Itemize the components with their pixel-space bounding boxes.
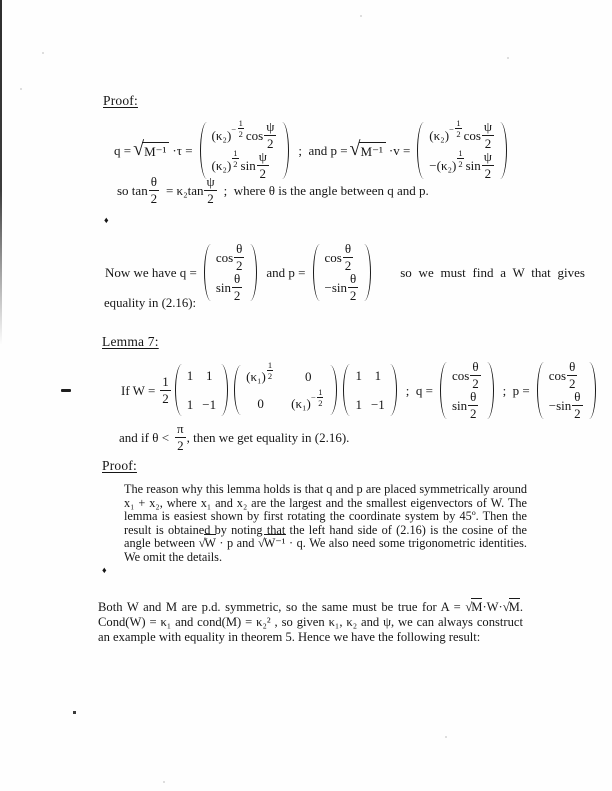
radicand: M <box>471 600 483 614</box>
scan-speck <box>360 15 362 17</box>
scan-speck <box>507 57 509 59</box>
fraction <box>267 361 273 381</box>
numerator: θ <box>472 358 479 374</box>
left-paren <box>204 244 211 301</box>
denominator: 2 <box>458 159 463 170</box>
math-token: cos <box>463 127 481 143</box>
fraction <box>348 272 358 302</box>
vector-entry <box>548 358 579 391</box>
fraction <box>572 390 582 420</box>
scan-edge-artifact <box>0 0 2 345</box>
right-paren <box>250 244 257 301</box>
vector-entries <box>545 358 588 421</box>
math-token: so tan <box>117 183 148 198</box>
matrix-cell: 1 <box>205 368 213 383</box>
fraction <box>567 360 577 390</box>
right-paren <box>589 362 596 419</box>
math-token: ·v = <box>388 142 411 158</box>
math-token: − <box>202 397 210 412</box>
numerator: 1 <box>318 386 323 397</box>
numerator: 1 <box>458 148 463 159</box>
denominator: 2 <box>484 135 492 151</box>
text-run: so we must find a W that gives <box>400 264 585 280</box>
scan-speck <box>163 781 165 783</box>
math-token: = κ₂tan <box>165 183 204 198</box>
math-token: (κ₂) <box>429 127 450 143</box>
numerator: θ <box>569 358 576 374</box>
text-run: . Cond(W) = κ₁ and cond(M) = κ₂² , so given κ₁, κ₂ and ψ, we can always construct an example with equality in theorem 5. Hence we have the following result: <box>98 600 523 645</box>
now-we-have-line <box>105 241 585 303</box>
numerator: θ <box>150 174 157 190</box>
denominator: 2 <box>318 397 323 408</box>
numerator: π <box>177 420 184 436</box>
radicand: M⁻¹ <box>359 142 386 158</box>
sqrt-M-inverse <box>133 138 169 160</box>
text-run: Now we have q = <box>105 264 197 280</box>
matrix-cells <box>183 364 220 416</box>
exponent <box>456 149 464 169</box>
closing-paragraph <box>98 600 523 646</box>
numerator: θ <box>233 270 241 286</box>
vector-entry <box>215 240 246 273</box>
fraction <box>175 422 186 452</box>
numerator: ψ <box>206 174 215 190</box>
qed-diamond: ♦ <box>102 565 107 575</box>
denominator: 2 <box>177 437 184 453</box>
radical-sign: √ <box>198 536 205 550</box>
fraction <box>317 388 323 408</box>
radicand: W <box>204 536 216 550</box>
radicand: M⁻¹ <box>142 142 169 158</box>
denominator: 2 <box>349 287 357 303</box>
fraction <box>149 175 159 205</box>
denominator: 2 <box>162 390 169 406</box>
left-paren <box>175 364 182 416</box>
fraction <box>455 119 461 139</box>
matrix-cells <box>351 364 388 416</box>
matrix-ones-right <box>342 364 397 416</box>
text-run: ·W· <box>482 600 503 614</box>
denominator: 2 <box>233 287 241 303</box>
lemma7-equation <box>121 357 599 423</box>
vector-q <box>203 240 259 303</box>
math-token: (κ₂) <box>211 127 232 143</box>
denominator: 2 <box>470 405 477 421</box>
math-token: ; where θ is the angle between q and p. <box>223 183 429 198</box>
fraction <box>482 120 494 150</box>
radicand: W⁻¹ <box>263 536 286 550</box>
fraction <box>470 360 480 390</box>
denominator: 2 <box>207 191 214 206</box>
radical-sign: √ <box>465 600 472 614</box>
fraction <box>457 149 463 169</box>
denominator: 2 <box>456 129 461 140</box>
scan-speck <box>20 88 22 90</box>
math-token: cos <box>548 367 567 383</box>
vector-entries <box>321 240 364 303</box>
radical-sign: √ <box>133 138 145 160</box>
math-token: If W = <box>121 382 156 398</box>
scan-speck <box>73 711 76 714</box>
sqrt-W-inverse <box>258 534 286 550</box>
sqrt-M <box>503 598 520 614</box>
right-paren <box>282 122 289 179</box>
proof-heading-1: Proof: <box>103 93 138 108</box>
math-token: cos <box>324 249 342 265</box>
math-token: ·τ = <box>172 142 193 158</box>
fraction <box>482 150 494 180</box>
denominator: 2 <box>267 370 273 381</box>
math-token: − <box>548 397 557 413</box>
left-paren <box>537 362 544 419</box>
left-paren <box>343 364 350 416</box>
sqrt-M <box>465 598 482 614</box>
matrix-cell: 1 <box>355 368 362 383</box>
math-token: sin <box>451 397 468 413</box>
vector-q-full <box>199 118 291 181</box>
fraction <box>234 242 244 272</box>
vector-p-full <box>416 118 508 181</box>
right-paren <box>487 362 494 419</box>
left-paren <box>313 244 320 301</box>
numerator: 1 <box>456 118 461 129</box>
numerator: 1 <box>267 359 273 370</box>
vector-entries <box>212 240 250 303</box>
fraction <box>264 120 276 150</box>
math-token: cos <box>245 127 264 143</box>
fraction <box>204 175 216 205</box>
text-run: and p = <box>266 264 306 280</box>
exponent <box>231 149 239 169</box>
math-token: − <box>429 157 437 173</box>
denominator: 2 <box>574 405 581 421</box>
text-run: · q. We also need some trigonometric identities. We omit the details. <box>124 536 528 564</box>
vector-entry <box>429 118 495 151</box>
matrix-cell: 0 <box>257 396 264 411</box>
matrix-cell <box>291 386 325 412</box>
exponent <box>231 119 245 139</box>
matrix-diagonal <box>233 359 338 415</box>
math-token: − <box>370 397 379 412</box>
denominator: 2 <box>259 165 267 181</box>
math-token: sin <box>240 157 256 173</box>
math-token: and if θ < <box>119 429 170 445</box>
matrix-cell <box>202 396 216 413</box>
numerator: θ <box>236 240 243 256</box>
fraction <box>238 119 244 139</box>
fraction <box>232 272 242 302</box>
lemma7-heading: Lemma 7: <box>102 334 159 349</box>
left-paren <box>234 365 241 415</box>
radicand: M <box>508 600 520 614</box>
text-run: · p and <box>215 536 258 550</box>
radical-sign: √ <box>502 600 509 614</box>
right-paren <box>221 364 228 416</box>
right-paren <box>500 122 507 179</box>
vector-entry <box>211 118 278 151</box>
matrix-cell: 1 <box>186 368 194 383</box>
proof-paragraph <box>124 483 527 564</box>
denominator: 2 <box>233 159 238 170</box>
math-token: ; and p = <box>298 142 348 158</box>
math-token: (κ₁) <box>246 369 266 384</box>
math-token: sin <box>556 397 572 413</box>
math-token: sin <box>465 157 481 173</box>
vector-entry <box>324 270 360 303</box>
vector-p <box>312 240 373 303</box>
math-token: sin <box>331 279 348 295</box>
exponent <box>266 361 274 381</box>
math-token: − <box>310 392 316 403</box>
denominator: 2 <box>568 375 576 391</box>
right-paren <box>390 364 397 416</box>
theta-condition-line <box>119 420 350 453</box>
tan-relation-line <box>117 174 429 206</box>
numerator: θ <box>350 270 357 286</box>
radical-sign: √ <box>349 138 361 160</box>
fraction <box>160 375 171 405</box>
matrix-cell: 0 <box>305 369 312 384</box>
math-token: ; q = <box>405 382 433 398</box>
radical-sign: √ <box>257 536 264 550</box>
proof-heading-2: Proof: <box>102 458 137 473</box>
text-run: Both W and M are p.d. symmetric, so the same must be true for A = <box>98 600 466 614</box>
math-token: , then we get equality in (2.16). <box>186 429 350 445</box>
vector-entry <box>324 240 355 273</box>
numerator: 1 <box>162 373 169 389</box>
vector-entry <box>548 388 584 421</box>
numerator: 1 <box>233 148 238 159</box>
vector-entry <box>211 148 270 181</box>
vector-entry <box>451 358 482 391</box>
numerator: ψ <box>266 118 275 134</box>
equality-continuation: equality in (2.16): <box>104 296 197 310</box>
numerator: ψ <box>483 118 493 134</box>
matrix-cell <box>371 396 385 413</box>
numerator: ψ <box>483 148 492 164</box>
numerator: 1 <box>238 118 243 129</box>
denominator: 2 <box>150 191 158 206</box>
left-paren <box>417 122 424 179</box>
denominator: 2 <box>267 135 274 151</box>
left-paren <box>200 122 207 179</box>
vector-entries <box>425 118 499 181</box>
text-run: The reason why this lemma holds is that q and p are placed symmetrically around x₁ + x₂, where x₁ and x₂ are the largest and the smallest eigenvectors of W. The lemma is easiest shown by first rotating the coordinate system by 45º. Then the result is obtained by noting that the left hand side of (2.16) is the cosine of the angle between <box>124 482 527 550</box>
math-token: − <box>231 123 237 134</box>
vector-entries <box>208 118 282 181</box>
math-token: ; p = <box>502 382 530 398</box>
math-token: cos <box>215 249 234 265</box>
vector-entries <box>448 358 486 421</box>
sqrt-W <box>199 534 216 550</box>
margin-dash-artifact <box>61 389 71 392</box>
exponent <box>449 119 463 139</box>
fraction <box>468 390 478 420</box>
numerator: θ <box>344 240 352 256</box>
math-token: 1 <box>378 397 385 412</box>
math-token: (κ₂) <box>436 157 457 173</box>
numerator: θ <box>574 388 581 404</box>
scan-speck <box>445 736 447 738</box>
denominator: 2 <box>236 257 243 273</box>
fraction <box>343 242 353 272</box>
numerator: ψ <box>258 148 267 164</box>
vector-entry <box>215 270 243 303</box>
exponent <box>311 388 325 408</box>
sqrt-M-inverse <box>349 138 386 160</box>
math-token: cos <box>451 367 470 383</box>
denominator: 2 <box>238 129 243 140</box>
matrix-cells <box>242 359 329 415</box>
vector-entry <box>429 148 495 181</box>
matrix-ones-left <box>174 364 229 416</box>
vector-entry <box>451 388 479 421</box>
scan-speck <box>42 52 44 54</box>
vector-q <box>439 358 495 421</box>
math-token: (κ₂) <box>211 157 232 173</box>
denominator: 2 <box>484 165 492 181</box>
math-token: 1 <box>209 397 217 412</box>
matrix-cell: 1 <box>355 397 362 412</box>
right-paren <box>364 244 371 301</box>
matrix-cell: 1 <box>374 368 382 383</box>
math-token: − <box>324 279 332 295</box>
numerator: θ <box>470 388 477 404</box>
math-token: − <box>449 123 454 134</box>
denominator: 2 <box>344 257 352 273</box>
left-paren <box>440 362 447 419</box>
vector-p <box>536 358 597 421</box>
fraction <box>257 150 269 180</box>
fraction <box>232 149 238 169</box>
math-token: sin <box>215 279 231 295</box>
math-token: q = <box>114 142 132 158</box>
right-paren <box>330 365 337 415</box>
qed-diamond: ♦ <box>104 215 109 225</box>
matrix-cell <box>246 359 275 385</box>
denominator: 2 <box>472 375 479 391</box>
math-token: (κ₁) <box>291 396 311 411</box>
matrix-cell: 1 <box>186 397 194 412</box>
